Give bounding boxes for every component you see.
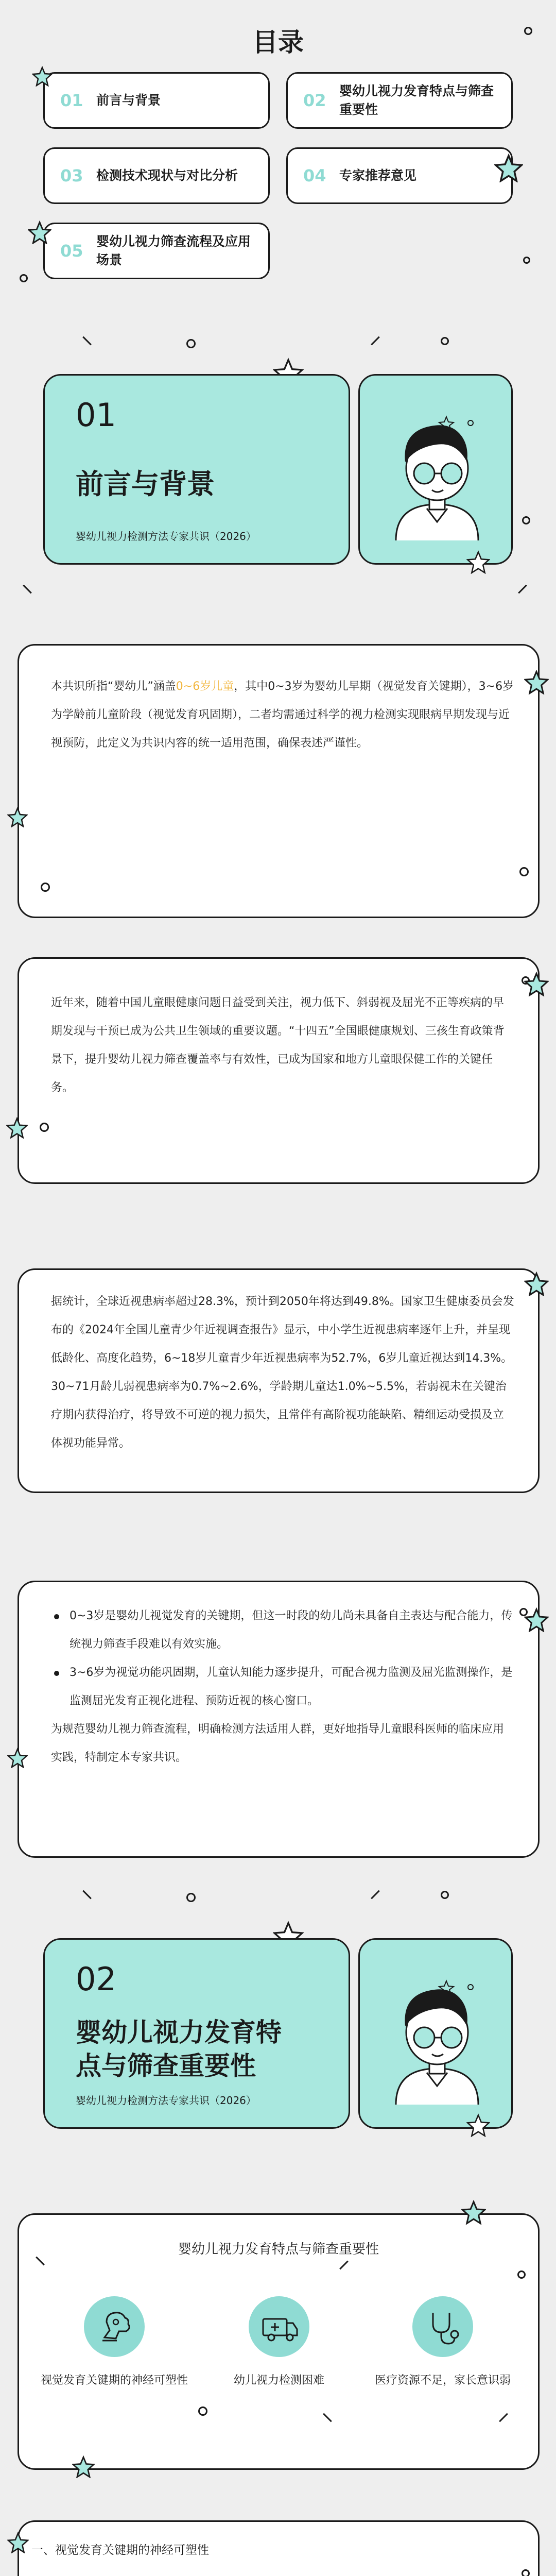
deco-circle [522,516,530,524]
section-title-line: 婴幼儿视力发育特 [76,2018,282,2047]
star-icon [494,154,523,182]
star-icon [524,972,549,996]
star-icon [7,1748,28,1768]
toc-label: 检测技术现状与对比分析 [96,167,238,183]
section-number: 02 [76,1960,116,1998]
deco-circle [519,867,529,876]
deco-dash [82,1890,92,1900]
toc-num: 02 [303,91,326,110]
avatar [360,376,514,566]
toc-item-04[interactable] [286,147,513,204]
deco-circle [186,1893,196,1902]
avatar-card [358,374,513,565]
deco-circle [524,27,532,35]
section-2-header [43,1938,350,2129]
toc-num: 03 [60,166,83,185]
toc-item-02[interactable] [286,72,513,129]
bullet-item: 0~3岁是婴幼儿视觉发育的关键期，但这一时段的幼儿尚未具备自主表达与配合能力，传统视力筛查手段难以有效实施。 [51,1602,514,1658]
section-title [76,2016,282,2083]
stethoscope-icon [412,2296,473,2357]
deco-circle [523,257,530,264]
toc-item-03[interactable] [43,147,270,204]
toc-label: 婴幼儿视力筛查流程及应用场景 [96,233,251,267]
section-subtitle: 婴幼儿视力检测方法专家共识（2026） [76,2094,256,2107]
feature-label: 医疗资源不足，家长意识弱 [374,2374,511,2387]
deco-dash [339,2261,349,2270]
avatar [360,1940,514,2130]
intro-card-4 [18,1581,540,1858]
avatar-card [358,1938,513,2129]
deco-dash [371,336,380,346]
deco-circle [441,1891,449,1899]
card-heading: 一、视觉发育关键期的神经可塑性 [31,2544,209,2557]
toc-item-05[interactable] [43,223,270,279]
features-card [18,2213,540,2470]
star-icon [7,807,28,827]
deco-circle [522,2569,530,2576]
star-icon [7,2532,29,2553]
toc-label: 前言与背景 [96,92,161,108]
deco-dash [23,585,32,594]
paragraph: 据统计，全球近视患病率超过28.3%，预计到2050年将达到49.8%。国家卫生健康委员会发布的《2024年全国儿童青少年近视调查报告》显示，中小学生近视患病率逐年上升，并呈现低龄化、高度化趋势，6~18岁儿童青少年近视患病率为52.7%，6岁儿童近视达到14.3%。30~71月龄儿弱视患病率为0.7%~2.6%，学龄期儿童达1.0%~5.5%，若弱视未在关键治疗期内获得治疗，将导致不可逆的视力损失，且常伴有高阶视功能缺陷、精细运动受损及立体视功能异常。 [51,1295,514,1450]
star-icon [524,1272,549,1296]
star-icon [28,221,51,244]
deco-dash [518,585,527,594]
section-number: 01 [76,396,116,434]
toc-item-01[interactable] [43,72,270,129]
toc-num: 01 [60,91,83,110]
paragraph-text: ，其中0~3岁为婴幼儿早期（视觉发育关键期），3~6岁为学龄前儿童阶段（视觉发育巩固期），二者均需通过科学的视力检测实现眼病早期发现与近视预防，此定义为共识内容的统一适用范围，确保表述严谨性。 [51,680,514,750]
deco-circle [198,2406,207,2416]
feature-label: 视觉发育关键期的神经可塑性 [40,2374,188,2387]
paragraph: 近年来，随着中国儿童眼健康问题日益受到关注，视力低下、斜弱视及屈光不正等疾病的早期发现与干预已成为公共卫生领域的重要议题。“十四五”全国眼健康规划、三孩生育政策背景下，提升婴幼儿视力筛查覆盖率与有效性，已成为国家和地方儿童眼保健工作的关键任务。 [51,996,505,1094]
section-title-line: 点与筛查重要性 [76,2051,256,2081]
intro-card-1 [18,644,540,918]
star-icon [6,1117,28,1139]
section-title: 前言与背景 [76,468,215,500]
toc-title: 目录 [252,27,304,57]
feature-icon-circle [249,2296,309,2357]
deco-dash [371,1890,380,1900]
star-icon [466,550,490,574]
toc-label: 专家推荐意见 [339,167,417,183]
deco-circle [441,337,449,345]
star-icon [466,2113,490,2137]
brain-icon [84,2296,145,2357]
intro-card-2 [18,957,540,1184]
paragraph [51,672,514,757]
star-icon [524,670,549,694]
deco-circle [41,883,50,892]
intro-card-3 [18,1268,540,1493]
deco-dash [499,2413,508,2422]
section-subtitle: 婴幼儿视力检测方法专家共识（2026） [76,530,256,543]
feature-icon-circle [412,2296,473,2357]
deco-dash [36,2257,45,2266]
paragraph [51,1602,514,1772]
paragraph-text: 为规范婴幼儿视力筛查流程，明确检测方法适用人群，更好地指导儿童眼科医师的临床应用实践，特制定本专家共识。 [51,1723,505,1764]
deco-dash [323,2413,332,2422]
deco-dash [82,336,92,346]
section-1-header [43,374,350,565]
deco-circle [186,339,196,348]
toc-num: 05 [60,241,83,261]
bullet-item: 3~6岁为视觉功能巩固期，儿童认知能力逐步提升，可配合视力监测及屈光监测操作，是监测屈光发育正视化进程、预防近视的核心窗口。 [51,1658,514,1715]
toc-num: 04 [303,166,326,185]
feature-label: 幼儿视力检测困难 [233,2374,324,2387]
star-icon [524,1607,549,1632]
toc-label: 婴幼儿视力发育特点与筛查重要性 [339,83,494,117]
star-icon [72,2455,95,2478]
neuroplasticity-card [18,2520,540,2576]
feature-icon-circle [84,2296,145,2357]
star-icon [461,2200,486,2225]
deco-circle [517,2270,526,2279]
deco-circle [40,1123,49,1132]
star-icon [32,66,53,87]
highlight-text: 0~6岁儿童 [176,680,234,693]
ambulance-icon [249,2296,309,2357]
deco-circle [20,274,28,282]
paragraph [52,2573,515,2576]
features-title: 婴幼儿视力发育特点与筛查重要性 [178,2242,379,2257]
paragraph-text: 本共识所指“婴幼儿”涵盖 [51,680,176,693]
